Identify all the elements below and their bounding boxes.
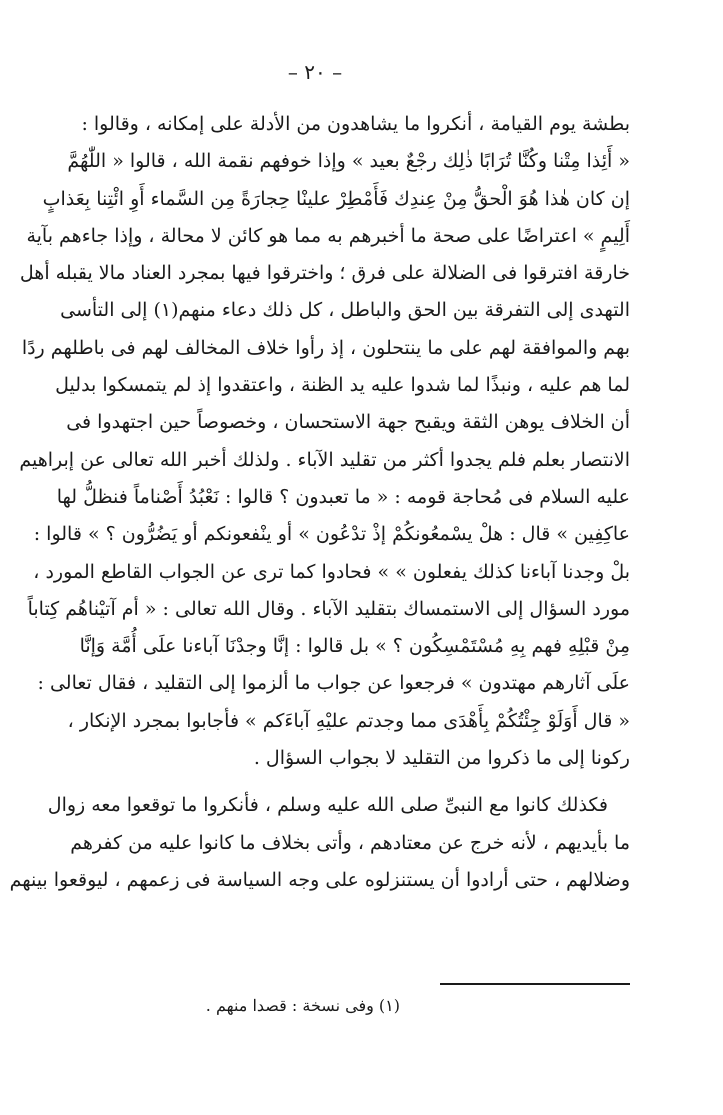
text-line: خارقة افترقوا فى الضلالة على فرق ؛ واخترقوا فيها بمجرد العناد مالا يقبله أهل (19, 262, 630, 285)
text-line: مورد السؤال إلى الاستمساك بتقليد الآباء . وقال الله تعالى : « أم آتيْناهُم كِتاباً (27, 597, 630, 620)
text-line: بطشة يوم القيامة ، أنكروا ما يشاهدون من الأدلة على إمكانه ، وقالوا : (81, 113, 630, 135)
text-line: بهم والموافقة لهم على ما ينتحلون ، إذ رأوا خلاف المخالف لهم فى باطلهم ردًا (21, 336, 630, 359)
text-line: « أَئِذا مِتْنا وكُنَّا تُرَابًا ذٰلِك رجْعٌ بعيد » وإذا خوفهم نقمة الله ، قالوا « اللّٰهُمَّ (67, 150, 630, 173)
body-text (9, 106, 630, 899)
paragraph (19, 106, 630, 777)
text-line: وضلالهم ، حتى أرادوا أن يستنزلوه على وجه السياسة فى زعمهم ، ليوقعوا بينهم (9, 868, 630, 891)
text-line: أن الخلاف يوهن الثقة ويقبح جهة الاستحسان ، وخصوصاً حين اجتهدوا فى (66, 411, 630, 434)
page-number: – ٢٠ – (287, 60, 343, 84)
text-line: ما بأيديهم ، لأنه خرج عن معتادهم ، وأتى بخلاف ما كانوا عليه من كفرهم (70, 831, 630, 854)
text-line: التهدى إلى التفرقة بين الحق والباطل ، كل ذلك دعاء منهم(١) إلى التأسى (60, 299, 630, 322)
text-line: علَى آثارهم مهتدون » فرجعوا عن جواب ما ألزموا إلى التقليد ، فقال تعالى : (37, 672, 630, 695)
footnote: (١) وفى نسخة : قصدا منهم . (205, 996, 400, 1015)
text-line: أَلِيمٍ » اعتراضًا على صحة ما أخبرهم به مما هو كائن لا محالة ، وإذا جاءهم بآية (26, 224, 630, 247)
text-line: « قال أَوَلَوْ جِئْتُكُمْ بِأَهْدَى مما وجدتم عليْهِ آباءَكم » فأجابوا بمجرد الإنكار ، (67, 709, 630, 732)
text-line: ركونا إلى ما ذكروا من التقليد لا بجواب السؤال . (253, 747, 630, 770)
text-line: الانتصار بعلم فلم يجدوا أكثر من تقليد الآباء . ولذلك أخبر الله تعالى عن إبراهيم (19, 448, 630, 471)
text-line: بلْ وجدنا آباءنا كذلك يفعلون » » فحادوا كما ترى عن الجواب القاطع المورد ، (33, 560, 630, 583)
text-line: إن كان هٰذا هُوَ الْحقُّ مِنْ عِندِك فَأَمْطِرْ علينْا حِجارَةً مِن السَّماء أَوِ ائْتِنا بِعَذابٍ (42, 187, 630, 210)
text-line: فكذلك كانوا مع النبىِّ صلى الله عليه وسلم ، فأنكروا ما توقعوا معه زوال (47, 794, 608, 817)
text-line: عاكِفِين » قال : هلْ يسْمعُونكُمْ إذْ تدْعُون » أو ينْفعونكم أو يَضُرُّون ؟ » قالوا : (33, 523, 630, 546)
footnote-divider (440, 983, 630, 985)
text-line: عليه السلام فى مُحاجة قومه : « ما تعبدون ؟ قالوا : نَعْبُدُ أَصْناماً فنظلُّ لها (56, 485, 630, 508)
paragraph (9, 787, 630, 899)
text-line: مِنْ قبْلِهِ فهم بِهِ مُسْتَمْسِكُون ؟ » بل قالوا : إنَّا وجدْنَا آباءنا علَى أُمَّة وَإنَّا (79, 635, 630, 658)
text-line: لما هم عليه ، ونبذًا لما شدوا عليه يد الظنة ، واعتقدوا إذ لم يتمسكوا بدليل (55, 374, 630, 397)
